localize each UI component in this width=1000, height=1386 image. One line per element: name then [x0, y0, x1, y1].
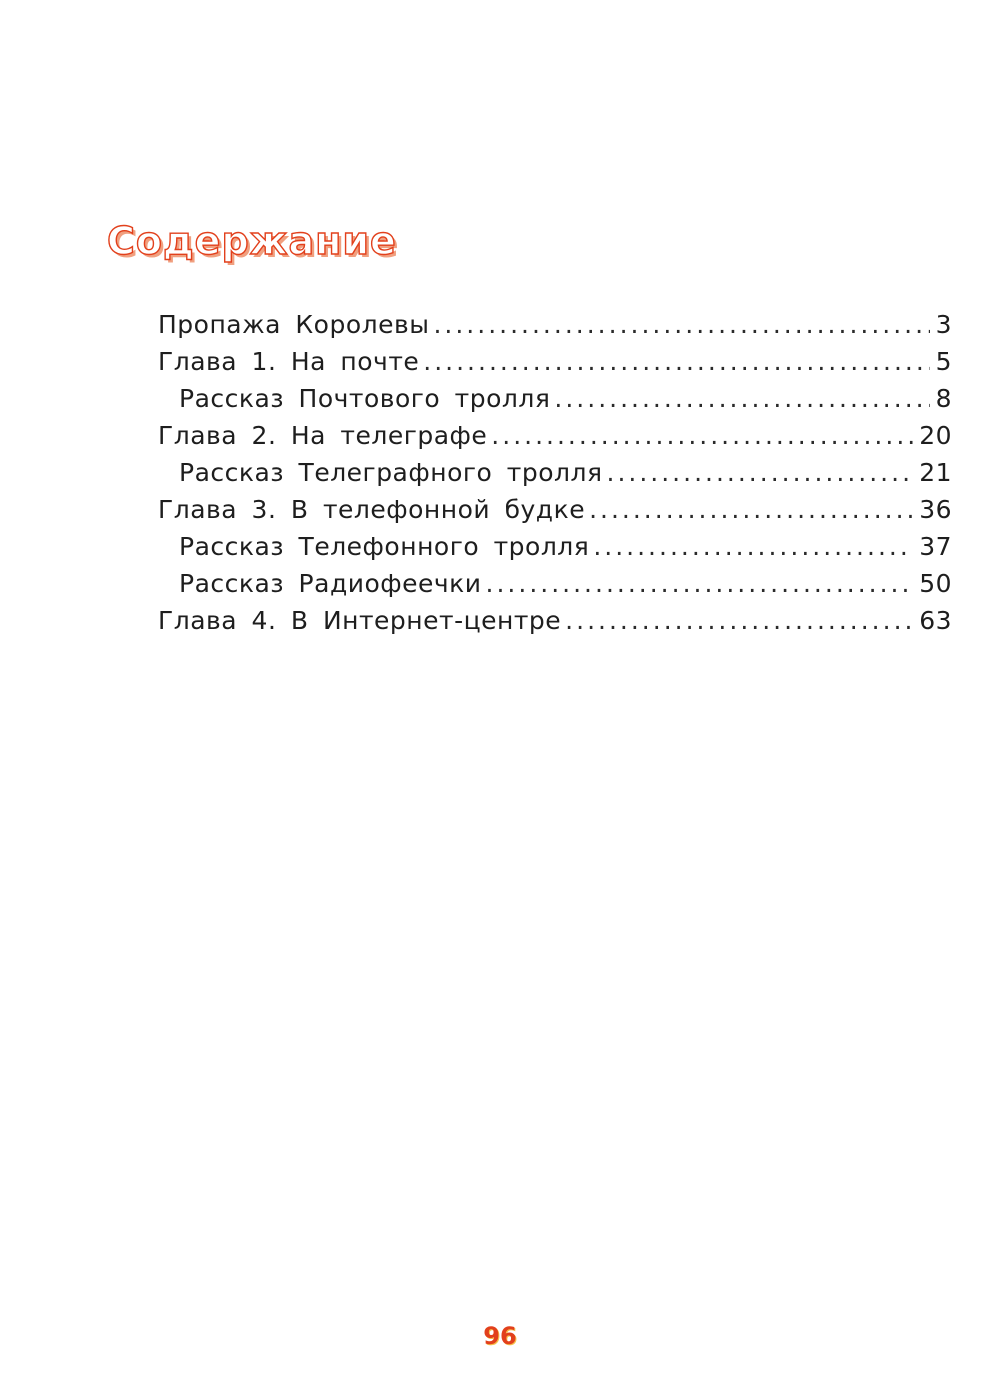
page-number: 96 [483, 1322, 517, 1350]
toc-leader-dots [607, 454, 914, 491]
toc-entry[interactable] [158, 380, 952, 417]
toc-entry-page: 63 [919, 606, 952, 635]
toc-leader-dots [423, 343, 929, 380]
toc-entry[interactable] [158, 602, 952, 639]
toc-entry-page: 20 [919, 421, 952, 450]
toc-leader-dots [554, 380, 929, 417]
toc-entry-label: Глава 1. На почте [158, 347, 420, 376]
toc-leader-dots [565, 602, 913, 639]
toc-entry[interactable] [158, 343, 952, 380]
toc-leader-dots [433, 306, 929, 343]
toc-entry-label: Глава 4. В Интернет-центре [158, 606, 562, 635]
toc-entry[interactable] [158, 306, 952, 343]
toc-entry-label: Рассказ Телеграфного тролля [179, 458, 603, 487]
toc-entry[interactable] [158, 528, 952, 565]
toc-entry-label: Глава 2. На телеграфе [158, 421, 488, 450]
toc-entry-page: 36 [919, 495, 952, 524]
toc-entry-label: Пропажа Королевы [158, 310, 430, 339]
toc-leader-dots [491, 417, 913, 454]
toc-entry-page: 5 [935, 347, 952, 376]
toc-entry-label: Рассказ Телефонного тролля [179, 532, 590, 561]
toc-entry[interactable] [158, 491, 952, 528]
toc-entry-page: 3 [935, 310, 952, 339]
toc-leader-dots [593, 528, 913, 565]
page-title: Содержание [107, 219, 397, 263]
toc-entry-label: Рассказ Почтового тролля [179, 384, 551, 413]
toc-entry-label: Глава 3. В телефонной будке [158, 495, 586, 524]
table-of-contents [158, 306, 952, 639]
toc-leader-dots [589, 491, 913, 528]
toc-entry-page: 37 [919, 532, 952, 561]
toc-entry[interactable] [158, 454, 952, 491]
toc-entry-page: 50 [919, 569, 952, 598]
toc-entry-page: 8 [935, 384, 952, 413]
toc-entry[interactable] [158, 417, 952, 454]
toc-leader-dots [486, 565, 914, 602]
toc-entry[interactable] [158, 565, 952, 602]
toc-entry-page: 21 [919, 458, 952, 487]
toc-entry-label: Рассказ Радиофеечки [179, 569, 482, 598]
